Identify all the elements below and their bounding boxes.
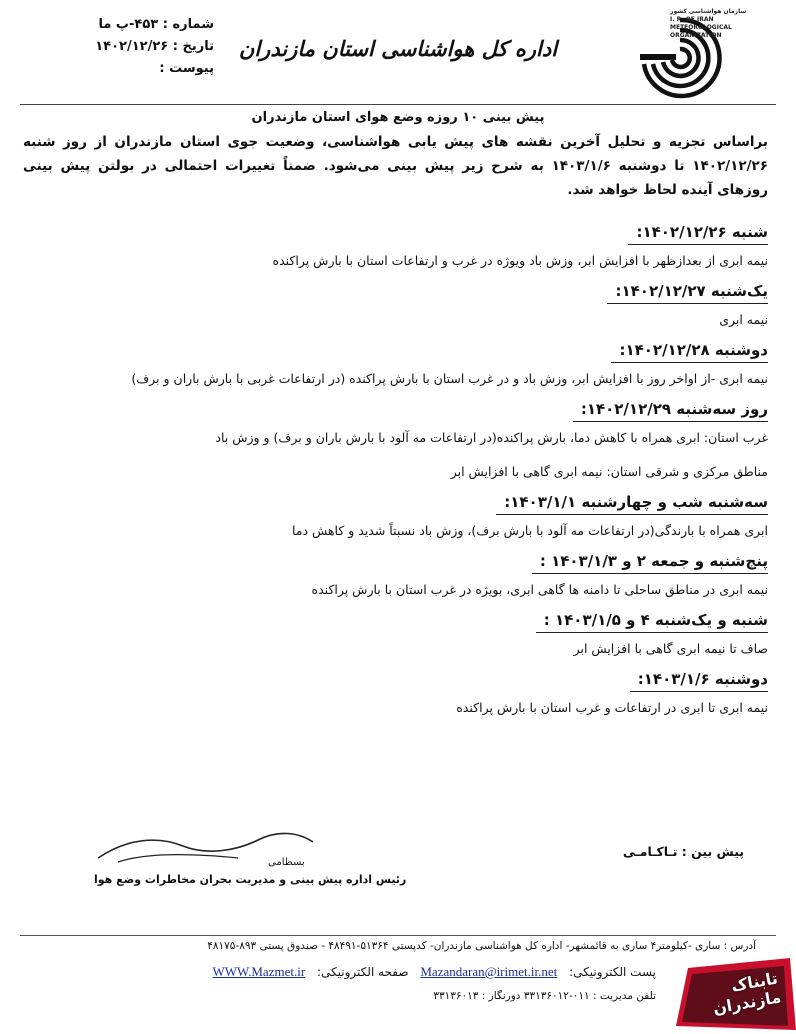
forecast-day-description: مناطق مرکزی و شرقی استان: نیمه ابری گاهی با افزایش ابر <box>450 464 768 479</box>
forecast-day-description: نیمه ابری از بعدازظهر با افزایش ابر، وزش باد ویوژه در غرب و ارتفاعات استان با بارش پراکنده <box>272 253 768 268</box>
letter-number-value: ۴۵۳-پ ما <box>98 17 159 32</box>
signatory-name: بسطامی <box>268 857 305 868</box>
logo-caption-line: METEOROLOGICAL <box>670 24 732 31</box>
email-label: پست الکترونیکی: <box>569 965 656 979</box>
forecast-day <box>23 281 768 329</box>
forecast-day-description: ابری همراه با بارندگی(در ارتفاعات مه آلود با بارش برف)، وزش باد نسبتاً شدید و کاهش دما <box>291 523 768 538</box>
forecast-day-description: نیمه ابری -از اواخر روز با افزایش ابر، وزش باد و در غرب استان با بارش پراکنده (در ارتفاعات غربی با بارش باران و برف) <box>131 371 768 386</box>
logo-caption-fa: سازمان هواشناسی کشور <box>670 8 747 15</box>
forecast-day-heading: پنج‌شنبه و جمعه ۲ و ۱۴۰۳/۱/۳ : <box>532 551 768 574</box>
forecast-day <box>23 669 768 717</box>
forecast-day <box>23 610 768 658</box>
letter-number-label: شماره : <box>162 17 214 32</box>
letter-meta <box>24 14 214 80</box>
document-title: پیش بینی ۱۰ روزه وضع هوای استان مازندران <box>251 110 545 125</box>
website-label: صفحه الکترونیکی: <box>316 965 409 979</box>
forecast-day-heading: شنبه ۱۴۰۲/۱۲/۲۶: <box>628 222 768 245</box>
footer-phone: تلفن مدیریت : ۰۱۱-۳۳۱۳۶۰۱۲ دورنگار : ۳۳۱۳۶۰۱۳ <box>433 990 656 1002</box>
forecast-day-heading: شنبه و یک‌شنبه ۴ و ۱۴۰۳/۱/۵ : <box>536 610 768 633</box>
forecast-day-heading: دوشنبه ۱۴۰۳/۱/۶: <box>630 669 768 692</box>
forecast-day-heading: یک‌شنبه ۱۴۰۲/۱۲/۲۷: <box>607 281 768 304</box>
header-divider <box>20 104 776 105</box>
logo-caption-line: ORGANIZATION <box>670 32 722 39</box>
watermark-badge <box>668 956 796 1030</box>
forecast-day <box>23 222 768 270</box>
forecast-day-heading: روز سه‌شنبه ۱۴۰۲/۱۲/۲۹: <box>573 399 768 422</box>
intro-paragraph: براساس تجزیه و تحلیل آخرین نقشه های پیش یابی هواشناسی، وضعیت جوی استان مازندران از روز شنبه ۱۴۰۲/۱۲/۲۶ تا دوشنبه ۱۴۰۳/۱/۶ به شرح زیر پیش بینی می‌شود. ضمناً تغییرات احتمالی در بولتن پیش بینی روزهای آینده لحاظ خواهد شد. <box>23 134 768 198</box>
forecast-day-description: نیمه ابری تا ابری در ارتفاعات و غرب استان با بارش پراکنده <box>456 700 768 715</box>
forecast-day <box>23 551 768 599</box>
letter-number <box>24 14 214 36</box>
letter-date-value: ۱۴۰۲/۱۲/۲۶ <box>95 39 169 54</box>
forecast-day <box>23 492 768 540</box>
forecast-day-description: غرب استان: ابری همراه با کاهش دما، بارش پراکنده(در ارتفاعات مه آلود با بارش باران و برف) و وزش باد <box>215 430 768 445</box>
forecast-day <box>23 340 768 388</box>
footer-web-row <box>96 964 656 980</box>
forecast-day <box>23 399 768 481</box>
footer-divider <box>20 935 776 936</box>
footer-address: آدرس : ساری -کیلومتر۴ ساری به قائمشهر- اداره کل هواشناسی مازندران- کدپستی ۵۱۳۶۴-۴۸۴۹۱ - صندوق پستی ۸۹۳-۴۸۱۷۵ <box>207 940 756 952</box>
letter-date <box>24 36 214 58</box>
letter-date-label: تاریخ : <box>172 39 214 54</box>
signatory-role: رئیس اداره پیش بینی و مدیریت بحران مخاطرات وضع هوا <box>94 873 407 886</box>
forecast-day-heading: سه‌شنبه شب و چهارشنبه ۱۴۰۳/۱/۱: <box>496 492 768 515</box>
forecast-day-heading: دوشنبه ۱۴۰۲/۱۲/۲۸: <box>611 340 768 363</box>
watermark-text: تابناک مازندران <box>711 968 783 1018</box>
forecast-day-description: نیمه ابری در مناطق ساحلی تا دامنه ها گاهی ابری، بویژه در غرب استان با بارش پراکنده <box>311 582 768 597</box>
forecaster-name: پیش بین : تـاکـامـی <box>622 844 744 859</box>
logo-caption-line: I. R. OF IRAN <box>670 16 714 23</box>
website-link[interactable]: WWW.Mazmet.ir <box>212 964 306 979</box>
letter-attachment: پیوست : <box>159 61 214 76</box>
forecast-list <box>23 222 768 717</box>
email-link[interactable]: Mazandaran@irimet.ir.net <box>420 964 558 979</box>
organization-title: اداره کل هواشناسی استان مازندران <box>238 36 558 61</box>
forecast-day-description: صاف تا نیمه ابری گاهی با افزایش ابر <box>573 641 768 656</box>
forecast-day-description: نیمه ابری <box>719 312 768 327</box>
